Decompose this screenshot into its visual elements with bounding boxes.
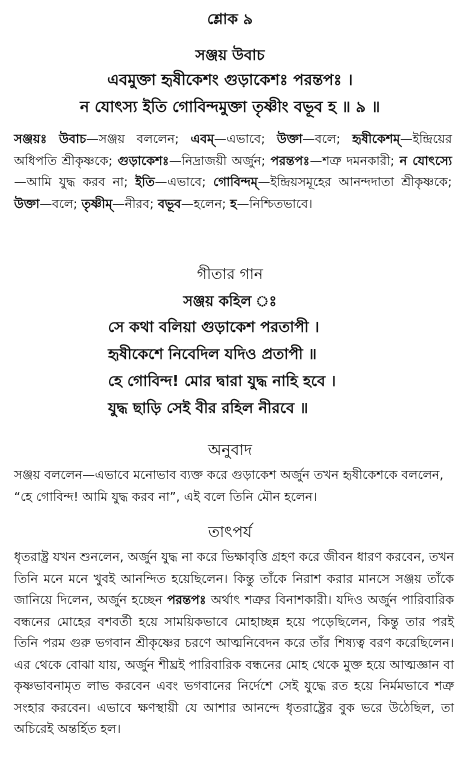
synonym-word: ইতি bbox=[135, 174, 155, 189]
synonym-meaning: —নিশ্চিতভাবে। bbox=[236, 195, 313, 211]
synonym-meaning: —এভাবে; bbox=[154, 174, 214, 189]
synonym-word: উক্তা bbox=[276, 131, 303, 146]
synonym-meaning: —নিদ্রাজয়ী অর্জুন; bbox=[169, 152, 271, 168]
synonym-meaning: —বলে; bbox=[302, 131, 353, 146]
synonym-meaning: —হলেন; bbox=[181, 195, 231, 211]
sloka-number-heading: শ্লোক ৯ bbox=[207, 10, 253, 28]
synonym-meaning: —শত্রু দমনকারী; bbox=[309, 152, 400, 168]
synonym-word: গোবিন্দম্ bbox=[213, 174, 258, 189]
synonym-meaning: —নীরব; bbox=[112, 195, 158, 211]
song-heading: গীতার গান bbox=[197, 265, 263, 283]
purport-paragraph bbox=[14, 546, 454, 740]
synonym-word: ন যোৎস্যে bbox=[399, 152, 452, 168]
synonym-meaning: —সঞ্জয় বললেন; bbox=[86, 131, 191, 146]
synonym-word: সঞ্জয়ঃ উবাচ bbox=[14, 131, 87, 146]
purport-emphasis: পরন্তপঃ bbox=[167, 592, 207, 607]
verse-line-1: এবমুক্তা হৃষীকেশং গুড়াকেশঃ পরন্তপঃ । bbox=[107, 71, 353, 89]
synonyms-paragraph bbox=[14, 128, 452, 214]
synonym-word: এবম্ bbox=[190, 131, 215, 146]
translation-paragraph: সঞ্জয় বললেন—এভাবে মনোভাব ব্যক্ত করে গুড়াকেশ অর্জুন তখন হৃষীকেশকে বললেন, “হে গোবিন্দ! আমি যুদ্ধ করব না”, এই বলে তিনি মৌন হলেন। bbox=[14, 467, 444, 504]
purport-text: অর্থাৎ শত্রুর বিনাশকারী। যদিও অর্জুন পারিবারিক বন্ধনের মোহের বশবর্তী হয়ে সাময়িকভাবে মোহাচ্ছন্ন হয়ে পড়েছিলেন, কিন্তু তার পরই তিনি পরম গুরু ভগবান শ্রীকৃষ্ণের চরণে আত্মনিবেদন করে তাঁর শিষ্যত্ব বরণ করেছিলেন। এর থেকে বোঝা যায়, অর্জুন শীঘ্রই পারিবারিক বন্ধনের মোহ থেকে মুক্ত হয়ে আত্মজ্ঞান বা কৃষ্ণভাবনামৃত লাভ করবেন এবং ভগবানের নির্দেশে সেই যুদ্ধে রত হয়ে নির্মমভাবে শত্রু সংহার করবেন। এভাবে ক্ষণস্থায়ী যে আশার আনন্দে ধৃতরাষ্ট্রের বুক ভরে উঠেছিল, তা অচিরেই অন্তর্হিত হল। bbox=[14, 592, 454, 736]
synonym-meaning: —ইন্দ্রিয়ের অধিপতি শ্রীকৃষ্ণকে; bbox=[14, 131, 453, 168]
song-line: সে কথা বলিয়া গুড়াকেশ পরতাপী । bbox=[108, 318, 320, 336]
synonym-word: বভূব bbox=[157, 195, 182, 211]
synonym-word: গুড়াকেশঃ bbox=[117, 152, 170, 168]
song-speaker: সঞ্জয় কহিল ঃ bbox=[183, 294, 277, 310]
synonym-word: হৃষীকেশম্ bbox=[352, 131, 401, 146]
song-line: হে গোবিন্দ! মোর দ্বারা যুদ্ধ নাহি হবে । bbox=[108, 372, 336, 390]
synonym-meaning: —এভাবে; bbox=[214, 131, 277, 146]
synonym-word: পরন্তপঃ bbox=[270, 152, 310, 168]
synonym-word: উক্তা bbox=[14, 195, 40, 211]
purport-text: ধৃতরাষ্ট্র যখন শুনলেন, অর্জুন যুদ্ধ না করে ভিক্ষাবৃত্তি গ্রহণ করে জীবন ধারণ করবেন, তখন তিনি মনে মনে খুবই আনন্দিত হয়েছিলেন। কিন্তু তাঁকে নিরাশ করার মানসে সঞ্জয় তাঁকে জানিয়ে দিলেন, অর্জুন হচ্ছেন bbox=[14, 549, 454, 607]
song-line: হৃষীকেশে নিবেদিল যদিও প্রতাপী ॥ bbox=[108, 345, 317, 363]
purport-heading: তাৎপর্য bbox=[208, 523, 252, 541]
synonym-meaning: —আমি যুদ্ধ করব না; bbox=[14, 174, 136, 189]
synonym-word: তৃষ্ণীম্ bbox=[81, 195, 113, 211]
translation-heading: অনুবাদ bbox=[208, 441, 252, 459]
speaker-heading: সঞ্জয় উবাচ bbox=[195, 46, 265, 64]
song-line: যুদ্ধ ছাড়ি সেই বীর রহিল নীরবে ॥ bbox=[108, 399, 309, 417]
verse-line-2: ন যোৎস্য ইতি গোবিন্দমুক্তা তৃষ্ণীং বভূব হ ॥ ৯ ॥ bbox=[79, 98, 380, 116]
synonym-meaning: —বলে; bbox=[39, 195, 82, 211]
synonym-meaning: —ইন্দ্রিয়সমূহের আনন্দদাতা শ্রীকৃষ্ণকে; bbox=[257, 174, 452, 189]
synonym-word: হ bbox=[230, 195, 237, 211]
